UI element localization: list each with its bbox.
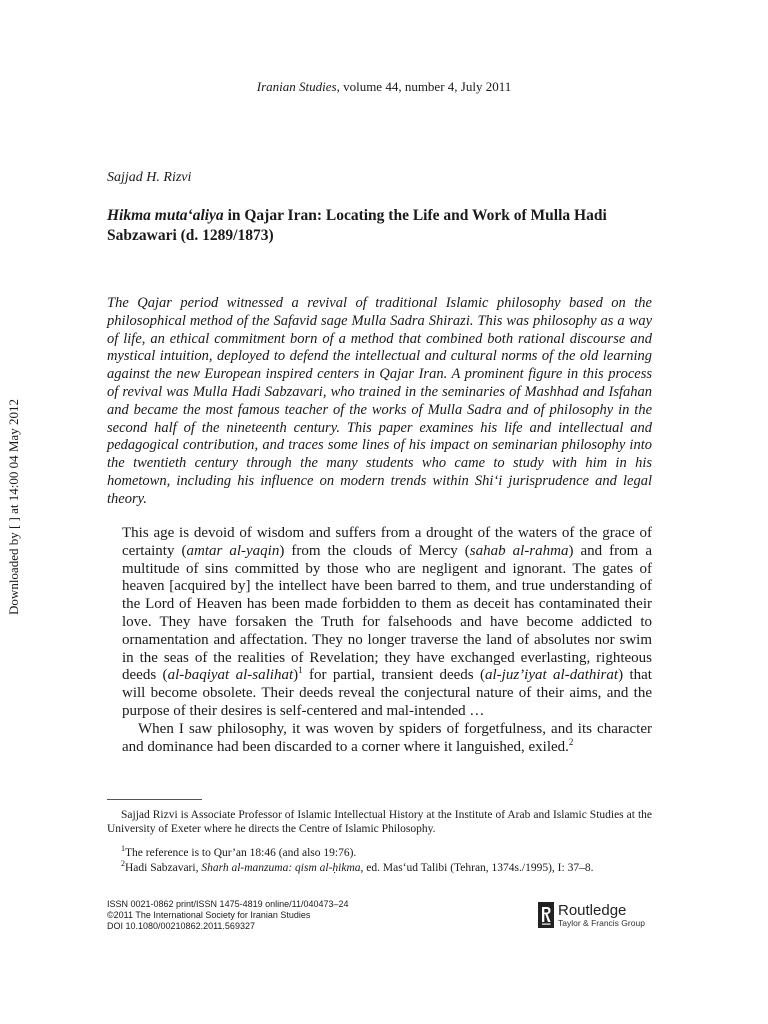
publisher-name: Routledge: [558, 901, 627, 919]
quote-text: ) that will become obsolete. Their deeds reveal the conjectural nature of their aims, and the purpose of their desires is self-centered and mal-intended …: [122, 667, 652, 719]
footnote-text: , ed. Mas‘ud Talibi (Tehran, 1374s./1995), I: 37–8.: [360, 862, 594, 874]
publication-info: [107, 899, 349, 932]
quote-text: for partial, transient deeds (: [302, 667, 485, 684]
footnote-1: [107, 846, 652, 860]
abstract: The Qajar period witnessed a revival of traditional Islamic philosophy based on the philosophical method of the Safavid sage Mulla Sadra Shirazi. This was philosophy as a way of life, an ethical commitment born of a method that combined both rational discourse and mystical intuition, deployed to defend the intellectual and cultural norms of the old learning against the new European inspired centers in Qajar Iran. A prominent figure in this process of revival was Mulla Hadi Sabzavari, who trained in the seminaries of Mashhad and Isfahan and became the most famous teacher of the works of Mulla Sadra and of philosophy in the second half of the nineteenth century. This paper examines his life and intellectual and pedagogical contribution, and traces some lines of his impact on seminarian philosophy into the twentieth century through the many students who came to study with him in his hometown, including his influence on modern trends within Shi‘i jurisprudence and legal theory.: [107, 295, 652, 507]
footnote-divider: [107, 799, 202, 800]
quote-paragraph-1: [122, 525, 652, 721]
copyright-line: ©2011 The International Society for Iranian Studies: [107, 910, 311, 920]
epigraph-quote: [122, 525, 652, 756]
quote-term: sahab al-rahma: [469, 542, 569, 559]
routledge-r-icon: [538, 902, 554, 928]
title-rest: in Qajar Iran: Locating the Life and Work of Mulla Hadi Sabzawari (d. 1289/1873): [107, 207, 607, 244]
journal-header: [0, 79, 768, 95]
quote-text: This age is devoid of wisdom and suffers from a drought of the waters of the grace of certainty (: [122, 525, 652, 559]
issn-line: ISSN 0021-0862 print/ISSN 1475-4819 online/11/040473–24: [107, 899, 349, 909]
publisher-group: Taylor & Francis Group: [558, 917, 645, 928]
journal-details: , volume 44, number 4, July 2011: [336, 79, 512, 94]
title-italic: Hikma muta‘aliya: [107, 207, 224, 224]
author-name: Sajjad H. Rizvi: [107, 170, 192, 185]
article-title: [107, 206, 667, 246]
journal-name: Iranian Studies: [256, 79, 337, 94]
footnote-number: 2: [121, 859, 125, 869]
quote-text: When I saw philosophy, it was woven by spiders of forgetfulness, and its character and dominance had been discarded to a corner where it languished, exiled.: [122, 720, 652, 755]
quote-term: amtar al-yaqin: [186, 542, 280, 559]
publisher-logo: [538, 902, 645, 928]
quote-term: al-juz’iyat al-dathirat: [485, 667, 619, 684]
footnote-2: [107, 861, 652, 875]
footnote-title: Sharh al-manzuma: qism al-ḥikma: [201, 862, 361, 874]
quote-text: ): [293, 667, 299, 684]
quote-term: al-baqiyat al-salihat: [167, 667, 294, 684]
footnote-text: Hadi Sabzavari,: [125, 862, 202, 874]
download-note: Downloaded by [ ] at 14:00 04 May 2012: [6, 399, 21, 615]
quote-paragraph-2: [122, 721, 652, 757]
quote-text: ) and from a multitude of sins committed by those who are negligent and ignorant. The gates of heaven [acquired by] the intellect have been barred to them, and true understanding of the Lord of Heaven has been made forbidden to them as deceit has contaminated their love. They have forsaken the Truth for falsehoods and have become addicted to ornamentation and affectation. They no longer traverse the land of absolutes nor swim in the seas of the realities of Revelation; they have exchanged everlasting, righteous deeds (: [122, 542, 653, 684]
footnote-number: 1: [121, 844, 125, 854]
quote-text: ) from the clouds of Mercy (: [279, 542, 470, 559]
footnote-ref-1[interactable]: 1: [298, 665, 303, 676]
author-affiliation-note: Sajjad Rizvi is Associate Professor of Islamic Intellectual History at the Institute of Arab and Islamic Studies at the University of Exeter where he directs the Centre of Islamic Philosophy.: [107, 809, 652, 835]
footnote-text: The reference is to Qur’an 18:46 (and also 19:76).: [125, 847, 357, 859]
doi-line: DOI 10.1080/00210862.2011.569327: [107, 921, 255, 931]
footnote-ref-2[interactable]: 2: [568, 736, 574, 747]
